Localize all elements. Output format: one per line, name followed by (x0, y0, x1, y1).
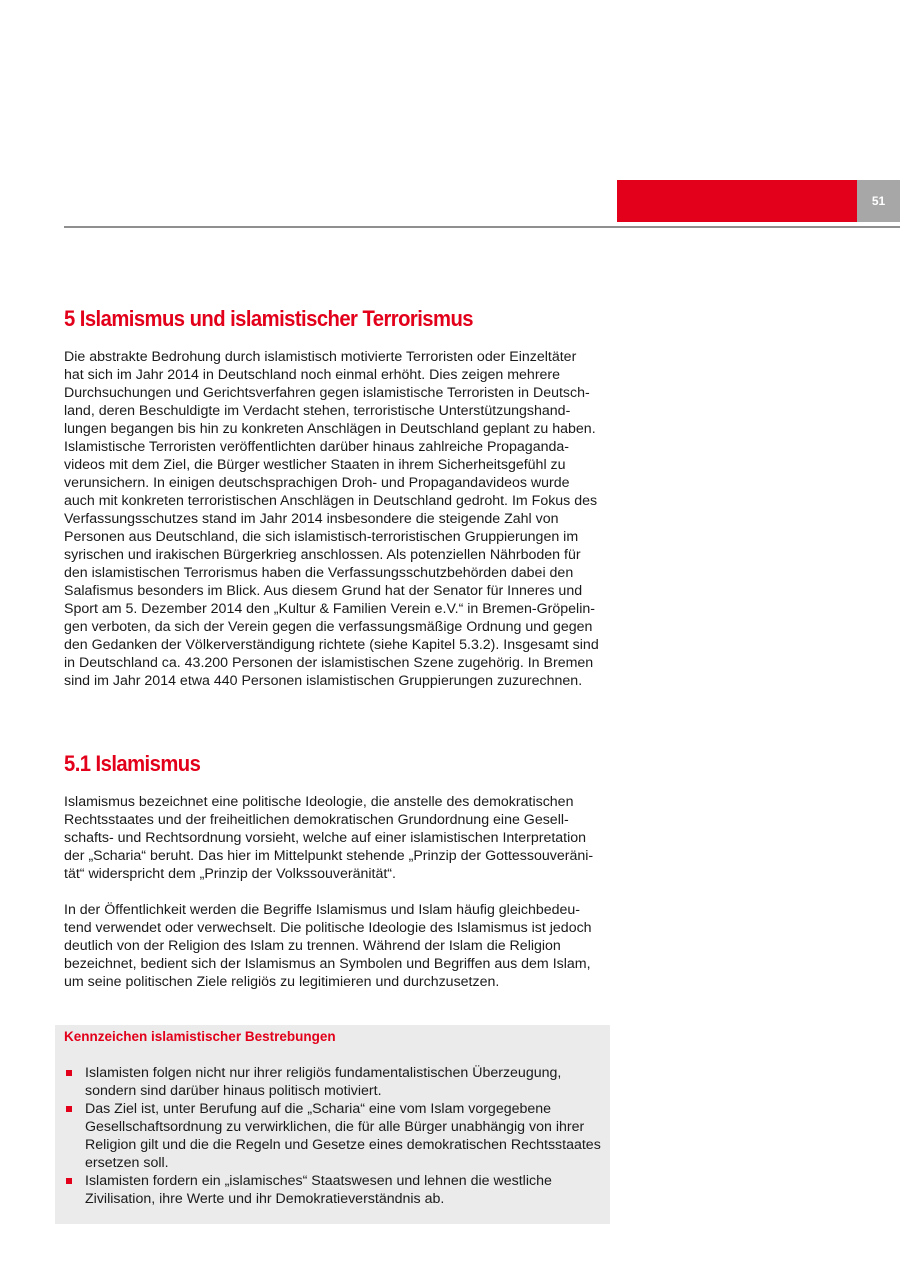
paragraph-line: hat sich im Jahr 2014 in Deutschland noch einmal erhöht. Dies zeigen mehrere (64, 367, 561, 383)
paragraph-line: tend verwendet oder verwechselt. Die politische Ideologie des Islamismus ist jedoch (64, 920, 592, 936)
list-item-line: ersetzen soll. (85, 1155, 169, 1171)
list-item-line: Islamisten fordern ein „islamisches“ Staatswesen und lehnen die westliche (85, 1173, 552, 1189)
list-item-line: sondern sind darüber hinaus politisch motiviert. (85, 1083, 382, 1099)
header-accent-bar (617, 180, 857, 222)
paragraph-line: Islamistische Terroristen veröffentlichten darüber hinaus zahlreiche Propaganda- (64, 439, 569, 455)
list-item-line: Religion gilt und die die Regeln und Gesetze eines demokratischen Rechtsstaates (85, 1137, 601, 1153)
paragraph-line: verunsichern. In einigen deutschsprachigen Droh- und Propagandavideos wurde (64, 475, 570, 491)
info-box (55, 1025, 610, 1224)
paragraph-line: Durchsuchungen und Gerichtsverfahren gegen islamistische Terroristen in Deutsch- (64, 385, 590, 401)
paragraph-line: In der Öffentlichkeit werden die Begriffe Islamismus und Islam häufig gleichbedeu- (64, 902, 581, 918)
paragraph-line: bezeichnet, bedient sich der Islamismus an Symbolen und Begriffen aus dem Islam, (64, 956, 591, 972)
list-item (55, 1100, 610, 1172)
paragraph-line: den Gedanken der Völkerverständigung richtete (siehe Kapitel 5.3.2). Insgesamt sind (64, 637, 599, 653)
paragraph-line: syrischen und irakischen Bürgerkrieg anschlossen. Als potenziellen Nährboden für (64, 547, 581, 563)
paragraph-line: auch mit konkreten terroristischen Anschlägen in Deutschland gedroht. Im Fokus des (64, 493, 598, 509)
paragraph-line: um seine politischen Ziele religiös zu legitimieren und durchzusetzen. (64, 974, 500, 990)
page-number: 51 (857, 180, 900, 222)
list-item (55, 1172, 610, 1208)
paragraph-line: Rechtsstaates und der freiheitlichen demokratischen Grundordnung eine Gesell- (64, 812, 569, 828)
paragraph-line: Die abstrakte Bedrohung durch islamistisch motivierte Terroristen oder Einzeltäter (64, 349, 577, 365)
list-item-line: Gesellschaftsordnung zu verwirklichen, die für alle Bürger unabhängig von ihrer (85, 1119, 585, 1135)
bullet-square-icon (66, 1106, 72, 1112)
paragraph-line: gen verboten, da sich der Verein gegen die verfassungsmäßige Ordnung und gegen (64, 619, 593, 635)
paragraph-line: den islamistischen Terrorismus haben die Verfassungsschutzbehörden dabei den (64, 565, 574, 581)
bullet-square-icon (66, 1070, 72, 1076)
info-box-title: Kennzeichen islamistischer Bestrebungen (64, 1029, 336, 1044)
list-item-line: Islamisten folgen nicht nur ihrer religiös fundamentalistischen Überzeugung, (85, 1065, 562, 1081)
paragraph-line: lungen begangen bis hin zu konkreten Anschlägen in Deutschland geplant zu haben. (64, 421, 596, 437)
paragraph-line: Islamismus bezeichnet eine politische Ideologie, die anstelle des demokratischen (64, 794, 574, 810)
paragraph-line: deutlich von der Religion des Islam zu trennen. Während der Islam die Religion (64, 938, 561, 954)
info-box-list (55, 1064, 610, 1208)
paragraph-line: sind im Jahr 2014 etwa 440 Personen islamistischen Gruppierungen zuzurechnen. (64, 673, 583, 689)
paragraph-line: Verfassungsschutzes stand im Jahr 2014 insbesondere die steigende Zahl von (64, 511, 559, 527)
subsection-paragraph-2 (64, 901, 614, 991)
paragraph-line: tät“ widerspricht dem „Prinzip der Volkssouveränität“. (64, 866, 396, 882)
subsection-title: 5.1 Islamismus (64, 751, 201, 776)
paragraph-line: Sport am 5. Dezember 2014 den „Kultur & Familien Verein e.V.“ in Bremen-Gröpelin- (64, 601, 595, 617)
header-divider (64, 226, 900, 228)
list-item-line: Das Ziel ist, unter Berufung auf die „Scharia“ eine vom Islam vorgegebene (85, 1101, 552, 1117)
paragraph-line: in Deutschland ca. 43.200 Personen der islamistischen Szene zugehörig. In Bremen (64, 655, 594, 671)
paragraph-line: Personen aus Deutschland, die sich islamistisch-terroristischen Gruppierungen im (64, 529, 579, 545)
paragraph-line: videos mit dem Ziel, die Bürger westlicher Staaten in ihrem Sicherheitsgefühl zu (64, 457, 566, 473)
subsection-paragraph-1 (64, 793, 614, 883)
section-title: 5 Islamismus und islamistischer Terrorismus (64, 306, 473, 331)
bullet-square-icon (66, 1178, 72, 1184)
list-item-line: Zivilisation, ihre Werte und ihr Demokratieverständnis ab. (85, 1191, 445, 1207)
paragraph-line: der „Scharia“ beruht. Das hier im Mittelpunkt stehende „Prinzip der Gottessouveräni- (64, 848, 594, 864)
paragraph-line: Salafismus besonders im Blick. Aus diesem Grund hat der Senator für Inneres und (64, 583, 583, 599)
paragraph-line: land, deren Beschuldigte im Verdacht stehen, terroristische Unterstützungshand- (64, 403, 571, 419)
section-paragraph (64, 348, 614, 690)
paragraph-line: schafts- und Rechtsordnung vorsieht, welche auf einer islamistischen Interpretation (64, 830, 587, 846)
list-item (55, 1064, 610, 1100)
